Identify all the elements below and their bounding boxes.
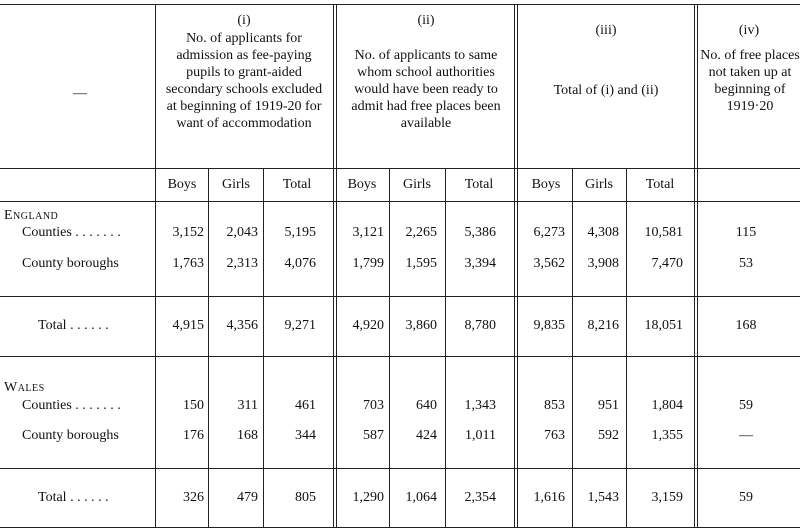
sub-divider: [626, 168, 627, 527]
row-label: County boroughs: [22, 256, 119, 271]
table-cell: 587: [363, 428, 384, 443]
table-cell: 344: [295, 428, 316, 443]
table-cell: 176: [183, 428, 204, 443]
table-cell: 1,543: [587, 490, 619, 505]
table-cell: 8,780: [464, 318, 496, 333]
col-divider-iii-iv-b: [697, 4, 698, 527]
table-cell: 4,356: [226, 318, 258, 333]
table-cell: 4,308: [587, 225, 619, 240]
col-divider-ii-iii-b: [517, 4, 518, 527]
table-cell: —: [739, 428, 753, 443]
table-cell: 1,763: [172, 256, 204, 271]
table-cell: 59: [739, 398, 753, 413]
table-cell: 7,470: [651, 256, 683, 271]
table-cell: 805: [295, 490, 316, 505]
table-cell: 3,562: [533, 256, 565, 271]
subheader-total: Total: [282, 177, 312, 192]
table-cell: 3,152: [172, 225, 204, 240]
england-total-rule-top: [0, 296, 800, 297]
table-cell: 9,271: [284, 318, 316, 333]
table-cell: 326: [183, 490, 204, 505]
sub-divider: [445, 168, 446, 527]
table-cell: 5,195: [284, 225, 316, 240]
sub-divider: [572, 168, 573, 527]
sub-divider: [208, 168, 209, 527]
table-cell: 1,595: [405, 256, 437, 271]
table-cell: 4,915: [172, 318, 204, 333]
table-cell: 311: [237, 398, 258, 413]
table-cell: 59: [739, 490, 753, 505]
col-ii-number: (ii): [417, 13, 435, 28]
table-cell: 4,920: [352, 318, 384, 333]
total-label: Total . . . . . .: [38, 490, 109, 505]
table-cell: 10,581: [644, 225, 683, 240]
subheader-boys: Boys: [167, 177, 197, 192]
table-cell: 3,908: [587, 256, 619, 271]
subheader-boys: Boys: [347, 177, 377, 192]
table-cell: 1,799: [352, 256, 384, 271]
row-label: Counties . . . . . . .: [22, 225, 121, 240]
stub-header: —: [73, 86, 87, 101]
table-cell: 1,343: [464, 398, 496, 413]
table-cell: 4,076: [284, 256, 316, 271]
col-iii-number: (iii): [595, 23, 617, 38]
table-cell: 951: [598, 398, 619, 413]
table-cell: 150: [183, 398, 204, 413]
table-cell: 5,386: [464, 225, 496, 240]
table-cell: 115: [735, 225, 757, 240]
table-cell: 3,394: [464, 256, 496, 271]
col-divider-stub: [155, 4, 156, 527]
total-label: Total . . . . . .: [38, 318, 109, 333]
bottom-rule: [0, 527, 800, 528]
col-iv-number: (iv): [738, 23, 760, 38]
subheader-rule: [0, 201, 800, 202]
table-cell: 2,043: [226, 225, 258, 240]
table-cell: 2,265: [405, 225, 437, 240]
section-title-wales: Wales: [4, 380, 45, 395]
subheader-total: Total: [464, 177, 494, 192]
col-iii-header: Total of (i) and (ii): [553, 83, 659, 98]
table-cell: 424: [416, 428, 437, 443]
header-rule: [0, 168, 800, 169]
table-cell: 640: [416, 398, 437, 413]
table-cell: 3,159: [651, 490, 683, 505]
table-cell: 1,804: [651, 398, 683, 413]
table-cell: 9,835: [533, 318, 565, 333]
table-cell: 53: [739, 256, 753, 271]
row-label: County boroughs: [22, 428, 119, 443]
col-iv-header: No. of free places not taken up at beginning of 1919·20: [700, 48, 800, 114]
sub-divider: [389, 168, 390, 527]
table-cell: 763: [544, 428, 565, 443]
row-label: Counties . . . . . . .: [22, 398, 121, 413]
wales-total-rule-top: [0, 468, 800, 469]
col-i-header: No. of applicants for admission as fee-paying pupils to grant-aided secondary schools excluded at beginning of 1919-20 for want of accommodation: [165, 31, 323, 131]
england-total-rule-bottom: [0, 356, 800, 357]
subheader-total: Total: [645, 177, 675, 192]
table-cell: 8,216: [587, 318, 619, 333]
col-i-number: (i): [237, 13, 251, 28]
top-rule: [0, 4, 800, 5]
table-cell: 18,051: [644, 318, 683, 333]
table-cell: 6,273: [533, 225, 565, 240]
table-cell: 461: [295, 398, 316, 413]
sub-divider: [263, 168, 264, 527]
table-cell: 3,121: [352, 225, 384, 240]
subheader-boys: Boys: [531, 177, 561, 192]
table-cell: 853: [544, 398, 565, 413]
col-divider-i-ii: [333, 4, 334, 527]
col-divider-i-ii-b: [336, 4, 337, 527]
table-cell: 703: [363, 398, 384, 413]
table-cell: 1,290: [352, 490, 384, 505]
subheader-girls: Girls: [403, 177, 431, 192]
col-ii-header: No. of applicants to same whom school authorities would have been ready to admit had free places been available: [351, 48, 501, 131]
subheader-girls: Girls: [585, 177, 613, 192]
table-cell: 1,616: [533, 490, 565, 505]
table-cell: 2,313: [226, 256, 258, 271]
section-title-england: England: [4, 208, 59, 223]
col-divider-ii-iii: [514, 4, 515, 527]
table-cell: 3,860: [405, 318, 437, 333]
subheader-girls: Girls: [222, 177, 250, 192]
col-divider-iii-iv: [694, 4, 695, 527]
table-cell: 1,355: [651, 428, 683, 443]
table-cell: 592: [598, 428, 619, 443]
table-cell: 479: [237, 490, 258, 505]
table-cell: 2,354: [464, 490, 496, 505]
table-cell: 1,011: [465, 428, 496, 443]
table-cell: 168: [237, 428, 258, 443]
table-cell: 168: [735, 318, 757, 333]
table-cell: 1,064: [405, 490, 437, 505]
